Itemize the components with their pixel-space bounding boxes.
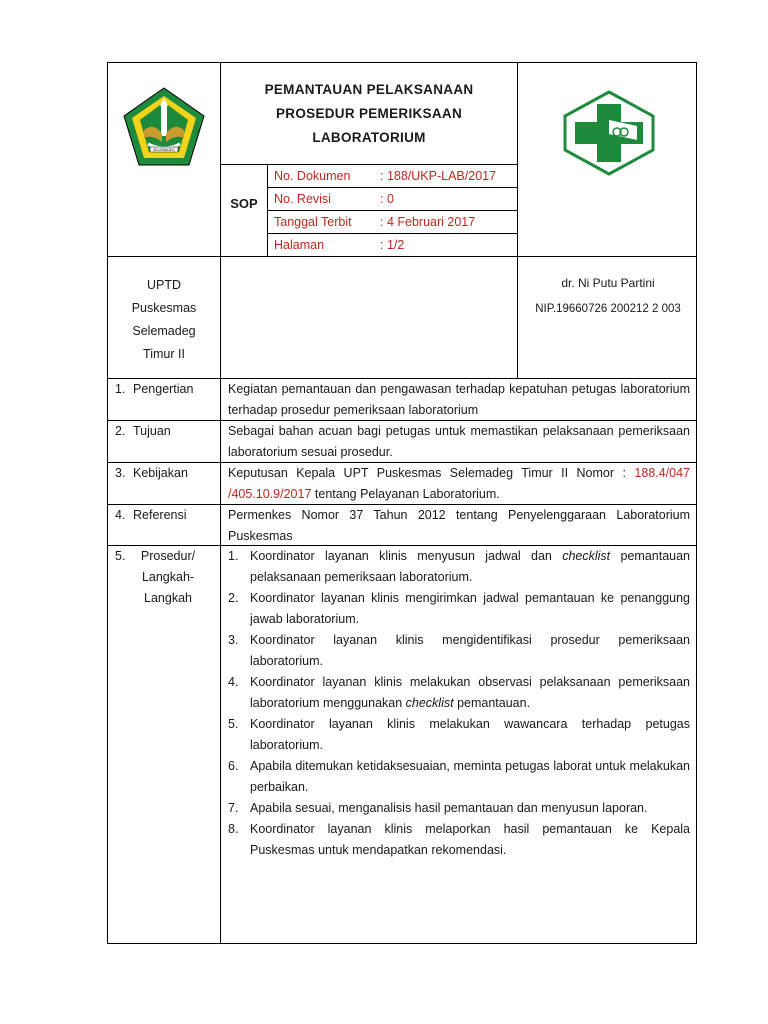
step-text: Koordinator layanan klinis mengirimkan jadwal pemantauan ke penanggung jawab laboratorium. — [250, 591, 690, 626]
column-divider-left — [220, 62, 221, 944]
section-text-pengertian: Kegiatan pemantauan dan pengawasan terhadap kepatuhan petugas laboratorium terhadap prosedur pemeriksaan laboratorium — [228, 382, 690, 417]
meta-row-page — [268, 235, 516, 257]
procedure-step — [228, 756, 690, 798]
procedure-step — [228, 672, 690, 714]
puskesmas-logo — [561, 90, 657, 176]
signatory-nip: NIP.19660726 200212 2 003 — [535, 303, 681, 315]
section-text-referensi: Permenkes Nomor 37 Tahun 2012 tentang Penyelenggaraan Laboratorium Puskesmas — [228, 508, 690, 543]
signatory-name: dr. Ni Putu Partini — [561, 276, 655, 290]
step-emphasis: checklist — [405, 696, 454, 710]
meta-key: Tanggal Terbit — [274, 215, 352, 229]
procedure-step — [228, 819, 690, 861]
meta-row-document-number — [268, 166, 516, 188]
step-number: 7. — [228, 801, 239, 815]
meta-value: : 1/2 — [380, 238, 405, 252]
procedure-step — [228, 588, 690, 630]
step-number: 8. — [228, 822, 239, 836]
step-text: Apabila sesuai, menganalisis hasil pemantauan dan menyusun laporan. — [250, 801, 648, 815]
step-number: 6. — [228, 759, 239, 773]
step-text: Koordinator layanan klinis menyusun jadwal dan — [250, 549, 563, 563]
step-number: 2. — [228, 591, 239, 605]
section-label-prosedur — [112, 546, 218, 616]
prosedur-label-line: Prosedur/ — [140, 549, 196, 563]
procedure-step — [228, 714, 690, 756]
step-text-after: pemantauan. — [453, 696, 531, 710]
section-label-pengertian — [112, 379, 218, 419]
step-number: 4. — [228, 675, 239, 689]
meta-value: : 0 — [380, 192, 394, 206]
procedure-step — [228, 798, 690, 819]
step-text: Koordinator layanan klinis melaporkan hasil pemantauan ke Kepala Puskesmas untuk mendapatkan rekomendasi. — [250, 822, 690, 857]
kebijakan-decree-number: 188.4/047 /405.10.9/2017 — [228, 466, 690, 501]
meta-row-issue-date — [268, 212, 516, 234]
unit-line: Selemadeg — [132, 324, 196, 338]
step-number: 3. — [228, 633, 239, 647]
section-title: Pengertian — [133, 382, 194, 396]
unit-line: Timur II — [143, 347, 185, 361]
section-number: 1. — [115, 382, 126, 396]
prosedur-label-line: Langkah — [144, 591, 192, 605]
regency-emblem-logo — [122, 86, 206, 168]
section-number: 2. — [115, 424, 126, 438]
step-text-after: pemantauan pelaksanaan pemeriksaan laboratorium. — [250, 549, 690, 584]
prosedur-label-line: Langkah- — [141, 570, 195, 584]
svg-text:SELEMADEG: SELEMADEG — [153, 148, 175, 152]
section-number: 4. — [115, 508, 126, 522]
section-number: 3. — [115, 466, 126, 480]
meta-key: Halaman — [274, 238, 325, 252]
section-title: Kebijakan — [133, 466, 188, 480]
title-bottom-line — [220, 164, 517, 165]
procedure-step — [228, 630, 690, 672]
section-title: Tujuan — [133, 424, 171, 438]
meta-value: : 4 Februari 2017 — [380, 215, 476, 229]
unit-line: Puskesmas — [131, 301, 197, 315]
meta-row-revision — [268, 189, 516, 211]
step-number: 5. — [228, 717, 239, 731]
section-title — [133, 546, 203, 609]
title-line-2: PROSEDUR PEMERIKSAAN — [275, 106, 463, 121]
title-line-3: LABORATORIUM — [312, 130, 426, 145]
kebijakan-text-after: tentang Pelayanan Laboratorium. — [311, 487, 500, 501]
step-emphasis: checklist — [562, 549, 611, 563]
step-number: 1. — [228, 549, 239, 563]
section-label-tujuan — [112, 421, 218, 461]
sop-label: SOP — [230, 196, 258, 211]
step-text: Apabila ditemukan ketidaksesuaian, meminta petugas laborat untuk melakukan perbaikan. — [250, 759, 690, 794]
section-title: Referensi — [133, 508, 187, 522]
document-title — [222, 78, 516, 150]
section-label-kebijakan — [112, 463, 218, 503]
step-text: Koordinator layanan klinis melakukan observasi pelaksanaan pemeriksaan laboratorium menggunakan — [250, 675, 690, 710]
procedure-steps-list — [228, 546, 690, 861]
kebijakan-text-before: Keputusan Kepala UPT Puskesmas Selemadeg Timur II Nomor : — [228, 466, 626, 480]
section-number: 5. — [115, 549, 126, 563]
step-text: Koordinator layanan klinis melakukan wawancara terhadap petugas laboratorium. — [250, 717, 690, 752]
unit-line: UPTD — [146, 278, 182, 292]
meta-key: No. Revisi — [274, 192, 331, 206]
procedure-step — [228, 546, 690, 588]
unit-name — [110, 274, 218, 366]
meta-key: No. Dokumen — [274, 169, 351, 183]
section-text-tujuan: Sebagai bahan acuan bagi petugas untuk memastikan pelaksanaan pemeriksaan laboratorium sesuai prosedur. — [228, 424, 690, 459]
meta-value: : 188/UKP-LAB/2017 — [380, 169, 497, 183]
section-label-referensi — [112, 505, 218, 545]
column-divider-right — [517, 62, 518, 378]
title-line-1: PEMANTAUAN PELAKSANAAN — [264, 82, 474, 97]
section-text-kebijakan — [228, 463, 690, 505]
step-text: Koordinator layanan klinis mengidentifikasi prosedur pemeriksaan laboratorium. — [250, 633, 690, 668]
